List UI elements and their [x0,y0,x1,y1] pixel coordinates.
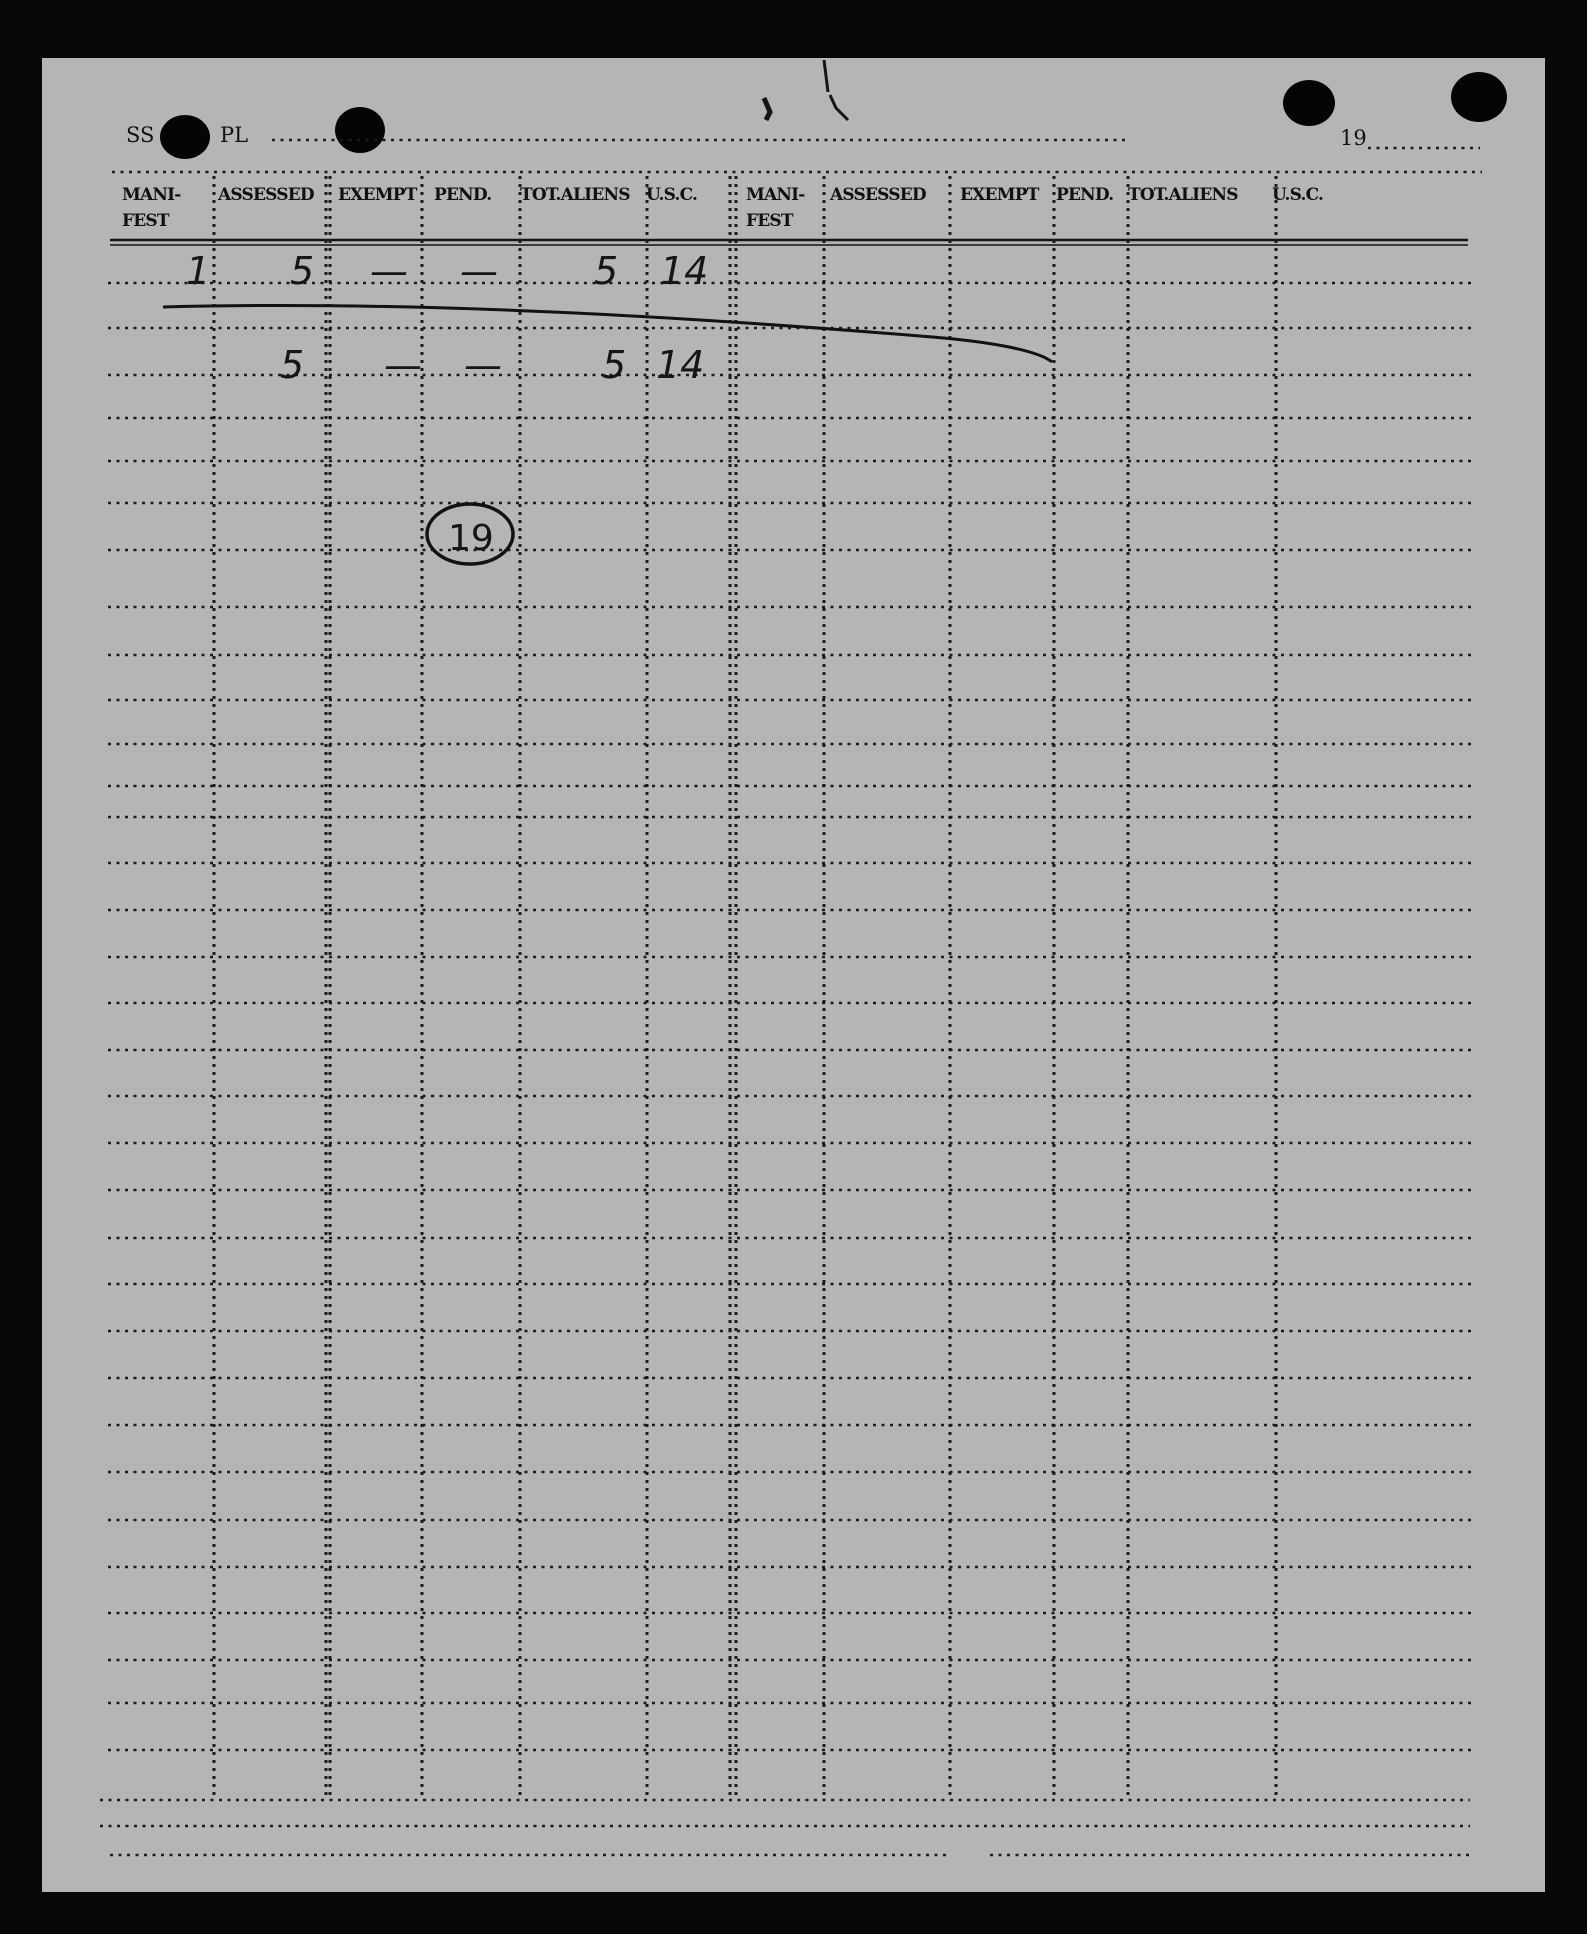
col-header-tot-aliens-right: TOT.ALIENS [1128,185,1238,205]
ss-label: SS [126,123,155,147]
total-pend: — [464,343,502,387]
col-header-pend-right: PEND. [1056,185,1114,205]
col-header-exempt: EXEMPT [338,185,417,205]
total-assessed: 5 [280,343,305,387]
col-header-manifest-right: MANI- [746,185,805,205]
row1-assessed: 5 [290,249,315,293]
punch-hole [160,115,210,159]
punch-hole [1283,80,1335,126]
row1-pend: — [460,249,498,293]
col-header-pend: PEND. [434,185,492,205]
total-usc: 14 [656,343,705,387]
col-header-usc: U.S.C. [646,185,698,205]
punch-hole [1451,72,1507,122]
col-header-manifest-right-2: FEST [746,211,793,231]
col-header-usc-right: U.S.C. [1272,185,1324,205]
col-header-assessed-right: ASSESSED [830,185,926,205]
row1-tot-aliens: 5 [594,249,619,293]
paper-sheet [42,58,1545,1892]
col-header-manifest-2: FEST [122,211,169,231]
col-header-exempt-right: EXEMPT [960,185,1039,205]
circled-total: 19 [448,518,494,559]
col-header-tot-aliens: TOT.ALIENS [520,185,630,205]
pl-label: PL [220,123,249,147]
row1-usc: 14 [660,249,709,293]
total-tot-aliens: 5 [602,343,627,387]
col-header-assessed: ASSESSED [218,185,314,205]
row1-manifest: 1 [186,249,211,293]
col-header-manifest: MANI- [122,185,181,205]
total-exempt: — [384,343,422,387]
year-label: 19 [1340,126,1367,150]
row1-exempt: — [370,249,408,293]
punch-hole [335,107,385,153]
